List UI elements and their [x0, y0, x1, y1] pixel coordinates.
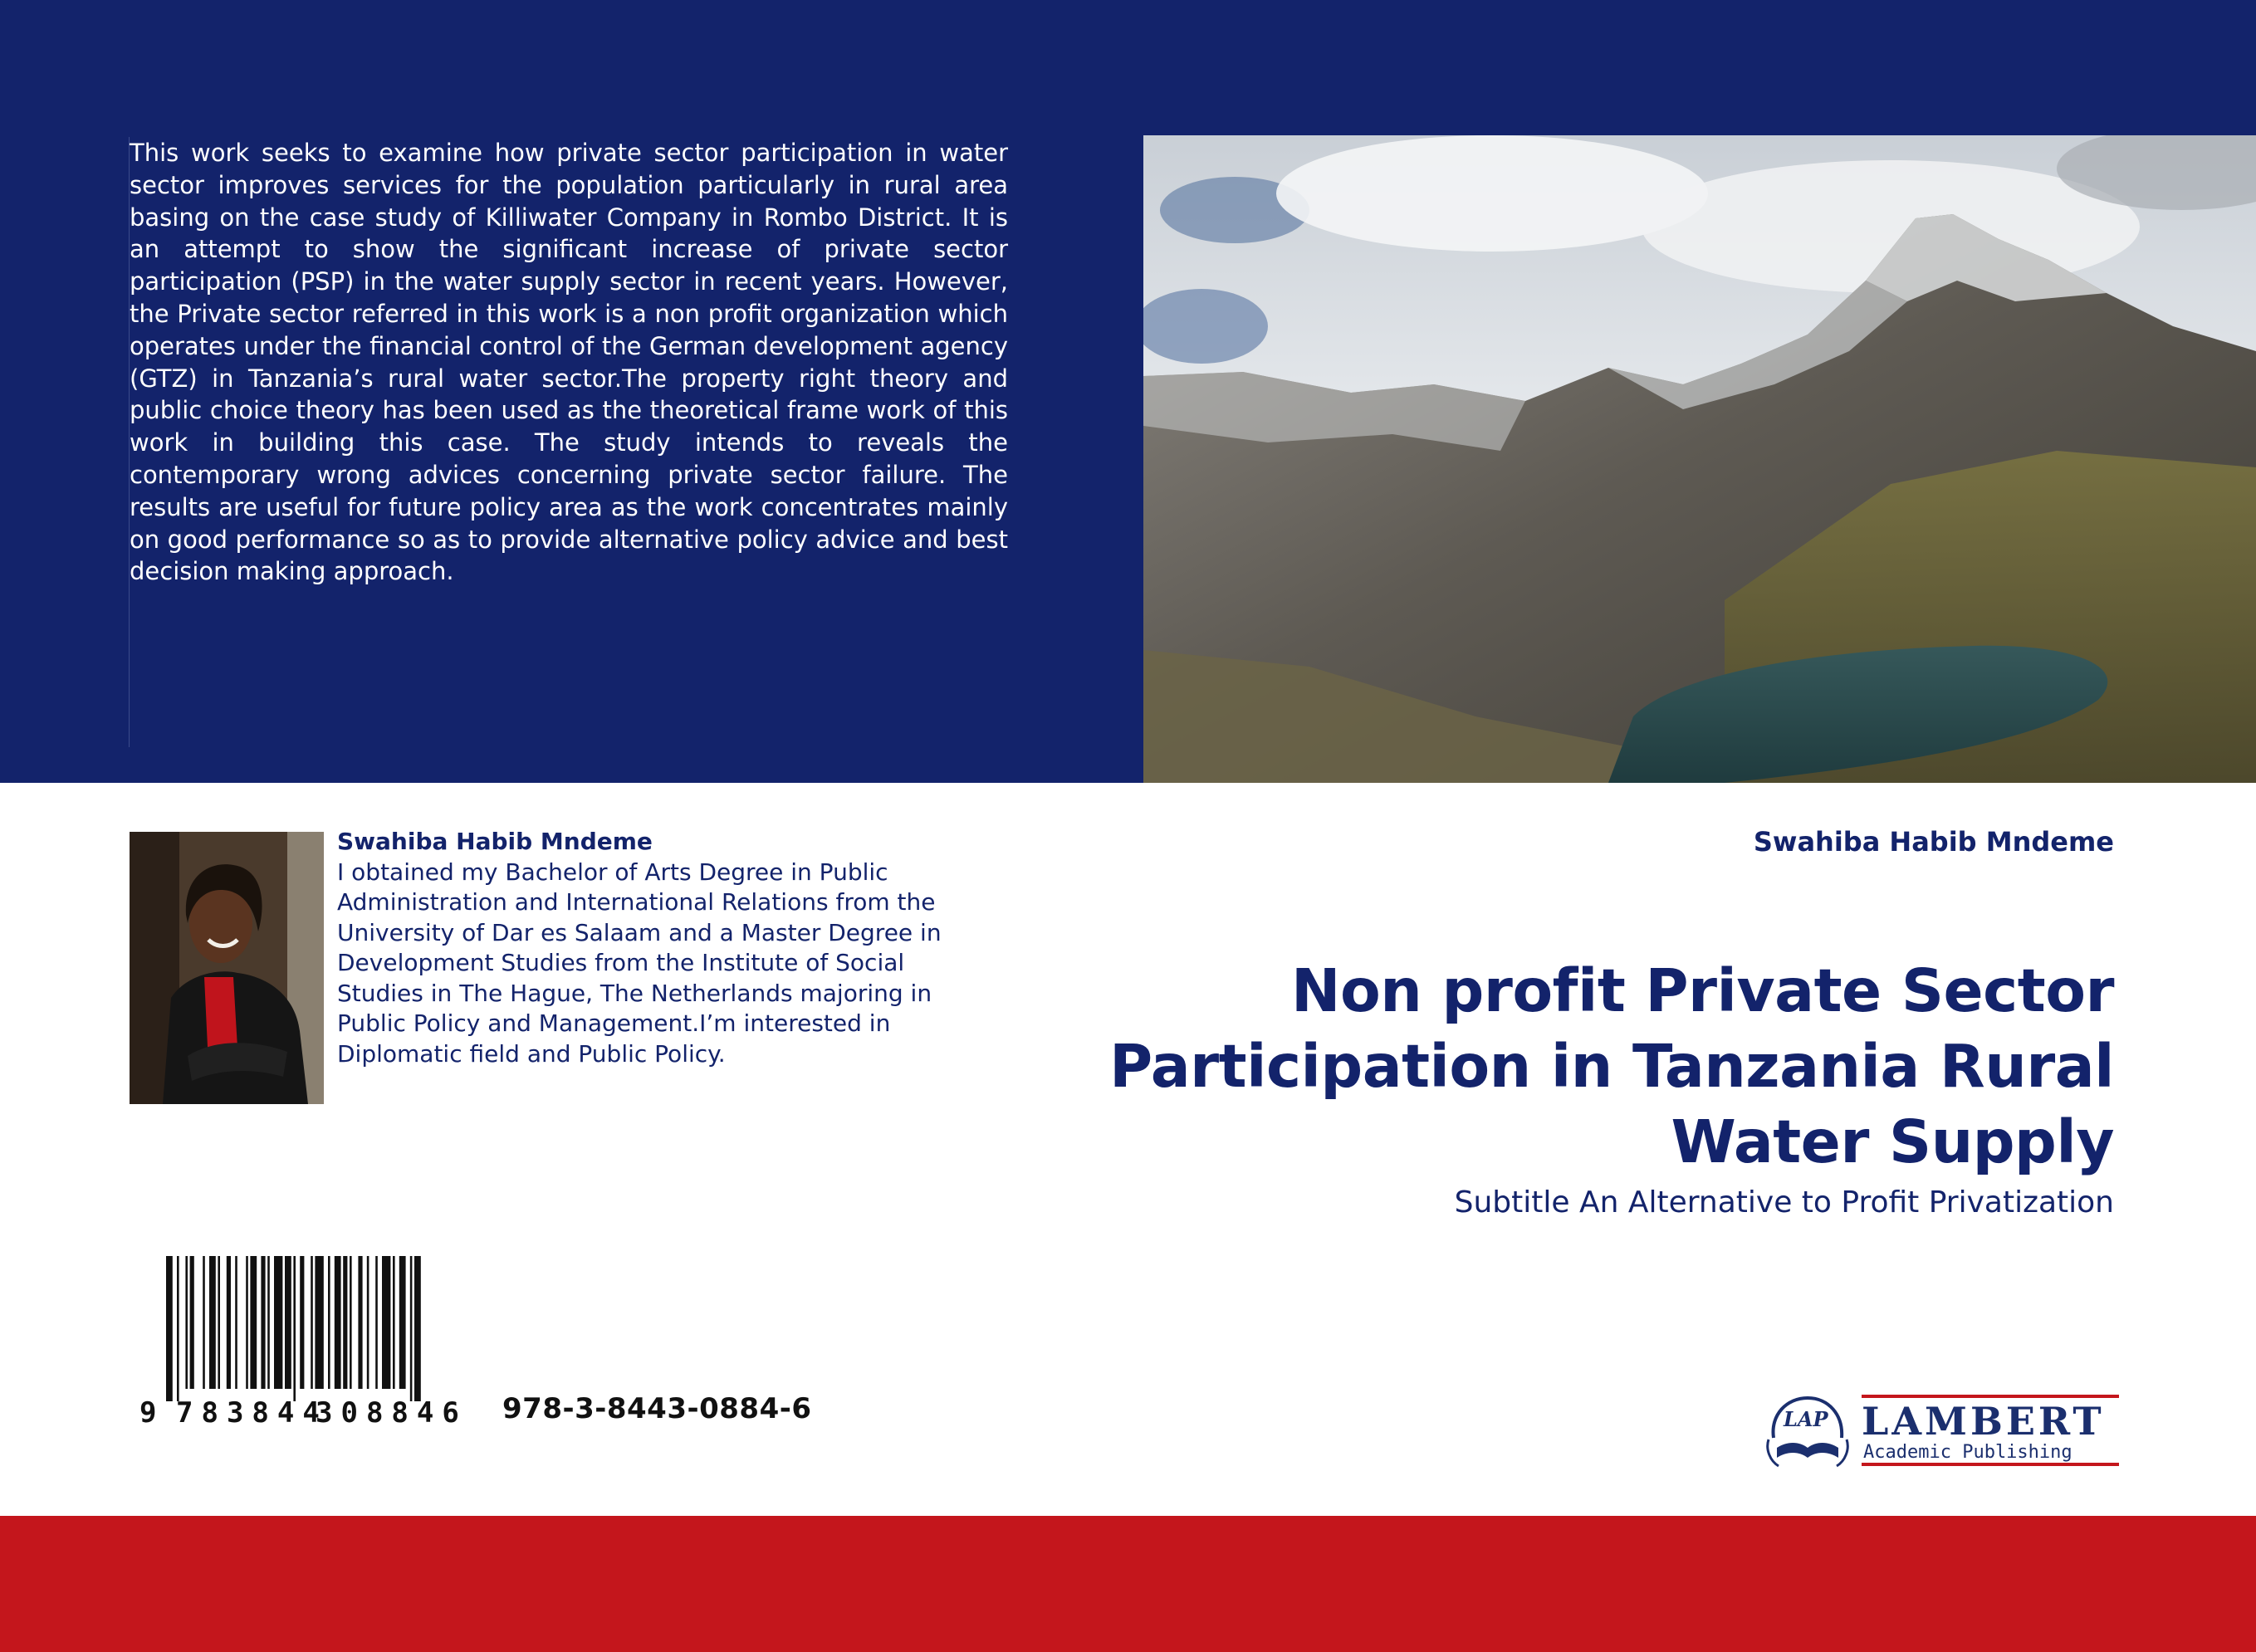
barcode-bar	[218, 1256, 220, 1389]
isbn-number: 978-3-8443-0884-6	[502, 1392, 812, 1425]
publisher-name: LAMBERT	[1862, 1399, 2105, 1444]
barcode-bar	[293, 1256, 296, 1401]
barcode-bar	[185, 1256, 188, 1389]
barcode-bar	[235, 1256, 237, 1389]
barcode-bar	[328, 1256, 330, 1389]
barcode-bar	[350, 1256, 352, 1389]
publisher-tagline: Academic Publishing	[1863, 1442, 2072, 1463]
front-cover-title: Non profit Private Sector Participation in Tanzania Rural Water Supply	[1109, 956, 2114, 1176]
barcode-bar	[261, 1256, 265, 1389]
mountain-lake-photo	[1143, 135, 2256, 783]
publisher-badge: LAP	[1784, 1407, 1828, 1431]
isbn-barcode	[139, 1256, 467, 1426]
bio-author-name: Swahiba Habib Mndeme	[337, 828, 653, 855]
barcode-bar	[358, 1256, 362, 1389]
barcode-digit-lead: 9	[139, 1396, 157, 1426]
barcode-bar	[393, 1256, 395, 1389]
barcode-bar	[274, 1256, 282, 1389]
barcode-bar	[166, 1256, 173, 1401]
barcode-bar	[285, 1256, 291, 1389]
barcode-bar	[177, 1256, 179, 1401]
publisher-logo	[1762, 1390, 2121, 1473]
author-photo	[130, 832, 324, 1104]
bio-text: I obtained my Bachelor of Arts Degree in Public Administration and International Relations from the University of Dar es Salaam and a Master Degree in Development Studies from the Institute of Social Studies in The Hague, The Netherlands majoring in Public Policy and Management.I’m interested in Diplomatic field and Public Policy.	[337, 858, 942, 1068]
barcode-bar	[311, 1256, 313, 1389]
author-bio	[337, 827, 968, 1069]
barcode-bar	[335, 1256, 341, 1389]
barcode-bar	[203, 1256, 205, 1389]
front-cover-subtitle: Subtitle An Alternative to Profit Privatization	[1454, 1185, 2114, 1219]
barcode-bars	[166, 1256, 421, 1401]
barcode-bar	[367, 1256, 369, 1389]
front-cover-author: Swahiba Habib Mndeme	[1753, 826, 2114, 858]
barcode-bar	[343, 1256, 347, 1389]
bottom-red-band	[0, 1516, 2256, 1652]
barcode-bar	[250, 1256, 257, 1389]
barcode-bar	[410, 1256, 413, 1401]
barcode-bar	[375, 1256, 378, 1389]
barcode-digits-left: 783844	[176, 1396, 328, 1426]
barcode-bar	[227, 1256, 231, 1389]
barcode-bar	[190, 1256, 194, 1389]
barcode-digits-right: 308846	[316, 1396, 467, 1426]
barcode-bar	[209, 1256, 216, 1389]
back-cover-blurb: This work seeks to examine how private sector participation in water sector improves services for the population particularly in rural area basing on the case study of Killiwater Company in Rombo District. It is an attempt to show the significant increase of private sector participation (PSP) in the water supply sector in recent years. However, the Private sector referred in this work is a non profit organization which operates under the financial control of the German development agency (GTZ) in Tanzania’s rural water sector.The property right theory and public choice theory has been used as the theoretical frame work of this work in building this case. The study intends to reveals the contemporary wrong advices concerning private sector failure. The results are useful for future policy area as the work concentrates mainly on good performance so as to provide alternative policy advice and best decision making approach.	[130, 139, 1008, 586]
barcode-bar	[300, 1256, 304, 1389]
barcode-bar	[399, 1256, 406, 1389]
barcode-bar	[382, 1256, 390, 1389]
barcode-bar	[267, 1256, 270, 1389]
barcode-bar	[414, 1256, 421, 1401]
barcode-bar	[315, 1256, 323, 1389]
barcode-bar	[246, 1256, 248, 1389]
